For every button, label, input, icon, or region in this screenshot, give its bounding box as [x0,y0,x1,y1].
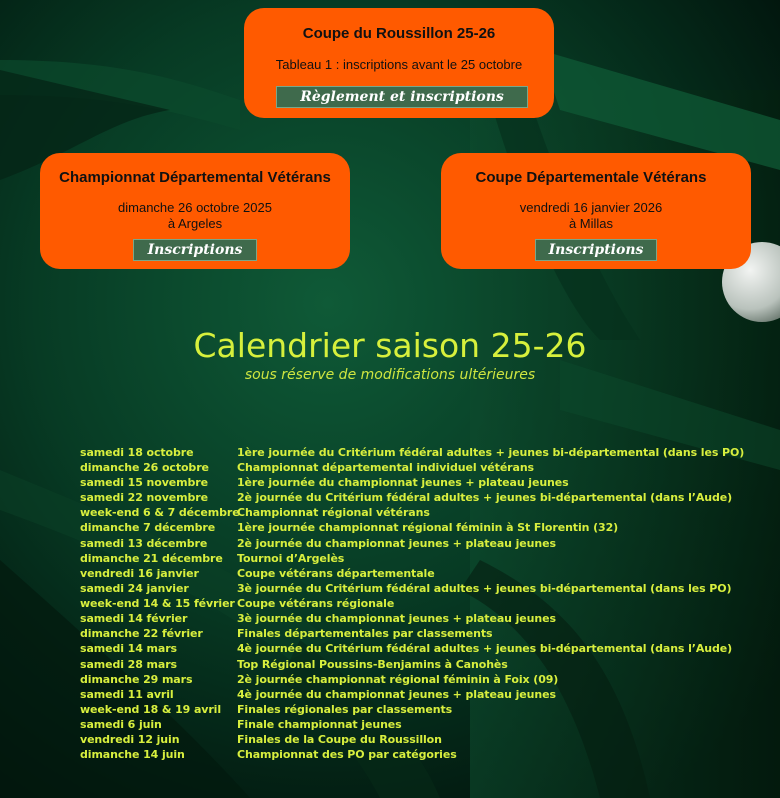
row-event: Finale championnat jeunes [237,718,402,731]
row-date: samedi 14 février [80,612,188,625]
row-event: Finales départementales par classements [237,627,493,640]
row-date: samedi 24 janvier [80,582,189,595]
calendar-title: Calendrier saison 25-26 [193,326,587,365]
card-coupe-veterans [441,153,751,269]
calendar-subtitle: sous réserve de modifications ultérieures [244,367,536,383]
row-date: samedi 14 mars [80,642,177,655]
row-event: Top Régional Poussins-Benjamins à Canohès [237,658,508,671]
row-event: Championnat des PO par catégories [237,748,457,761]
row-event: Finales régionales par classements [237,703,453,716]
card-location: à Argeles [167,216,223,231]
inscriptions-button[interactable]: Inscriptions [535,239,657,261]
row-event: Championnat départemental individuel vétérans [237,461,535,474]
row-event: 3è journée du championnat jeunes + plateau jeunes [237,612,556,625]
row-date: week-end 18 & 19 avril [80,703,222,716]
row-event: 2è journée championnat régional féminin à Foix (09) [237,673,559,686]
row-event: 2è journée du Critérium fédéral adultes + jeunes bi-départemental (dans l’Aude) [237,491,733,504]
row-event: Coupe vétérans départementale [237,567,435,580]
card-date: vendredi 16 janvier 2026 [519,200,663,215]
row-date: dimanche 29 mars [80,673,193,686]
card-date: dimanche 26 octobre 2025 [118,200,272,215]
row-event: 1ère journée du championnat jeunes + plateau jeunes [237,476,569,489]
row-event: Coupe vétérans régionale [237,597,395,610]
inscriptions-button[interactable]: Inscriptions [133,239,257,261]
card-championnat-veterans [40,153,350,269]
row-event: Championnat régional vétérans [237,506,430,519]
row-date: dimanche 7 décembre [80,521,216,534]
row-date: samedi 28 mars [80,658,177,671]
row-date: samedi 11 avril [80,688,174,701]
row-date: vendredi 12 juin [80,733,180,746]
row-date: samedi 18 octobre [80,446,194,459]
card-title: Championnat Départemental Vétérans [59,169,331,186]
row-date: vendredi 16 janvier [80,567,199,580]
row-date: dimanche 26 octobre [80,461,209,474]
row-date: samedi 13 décembre [80,537,208,550]
row-event: Tournoi d’Argelès [237,552,345,565]
row-date: samedi 22 novembre [80,491,208,504]
row-event: 3è journée du Critérium fédéral adultes + jeunes bi-départemental (dans les PO) [237,582,732,595]
row-event: 4è journée du Critérium fédéral adultes + jeunes bi-départemental (dans l’Aude) [237,642,733,655]
reglement-inscriptions-button[interactable]: Règlement et inscriptions [276,86,528,108]
row-date: samedi 15 novembre [80,476,208,489]
card-text: Tableau 1 : inscriptions avant le 25 octobre [275,57,523,72]
row-event: 1ère journée championnat régional féminin à St Florentin (32) [237,521,619,534]
row-date: samedi 6 juin [80,718,162,731]
row-date: week-end 14 & 15 février [80,597,235,610]
row-date: dimanche 14 juin [80,748,185,761]
row-event: 1ère journée du Critérium fédéral adultes + jeunes bi-départemental (dans les PO) [237,446,745,459]
card-location: à Millas [568,216,614,231]
row-date: dimanche 22 février [80,627,203,640]
row-event: 4è journée du championnat jeunes + plateau jeunes [237,688,556,701]
card-title: Coupe du Roussillon 25-26 [302,25,496,42]
row-event: Finales de la Coupe du Roussillon [237,733,442,746]
row-date: week-end 6 & 7 décembre [80,506,240,519]
card-title: Coupe Départementale Vétérans [475,169,707,186]
row-date: dimanche 21 décembre [80,552,223,565]
row-event: 2è journée du championnat jeunes + plateau jeunes [237,537,556,550]
card-coupe-roussillon [244,8,554,118]
